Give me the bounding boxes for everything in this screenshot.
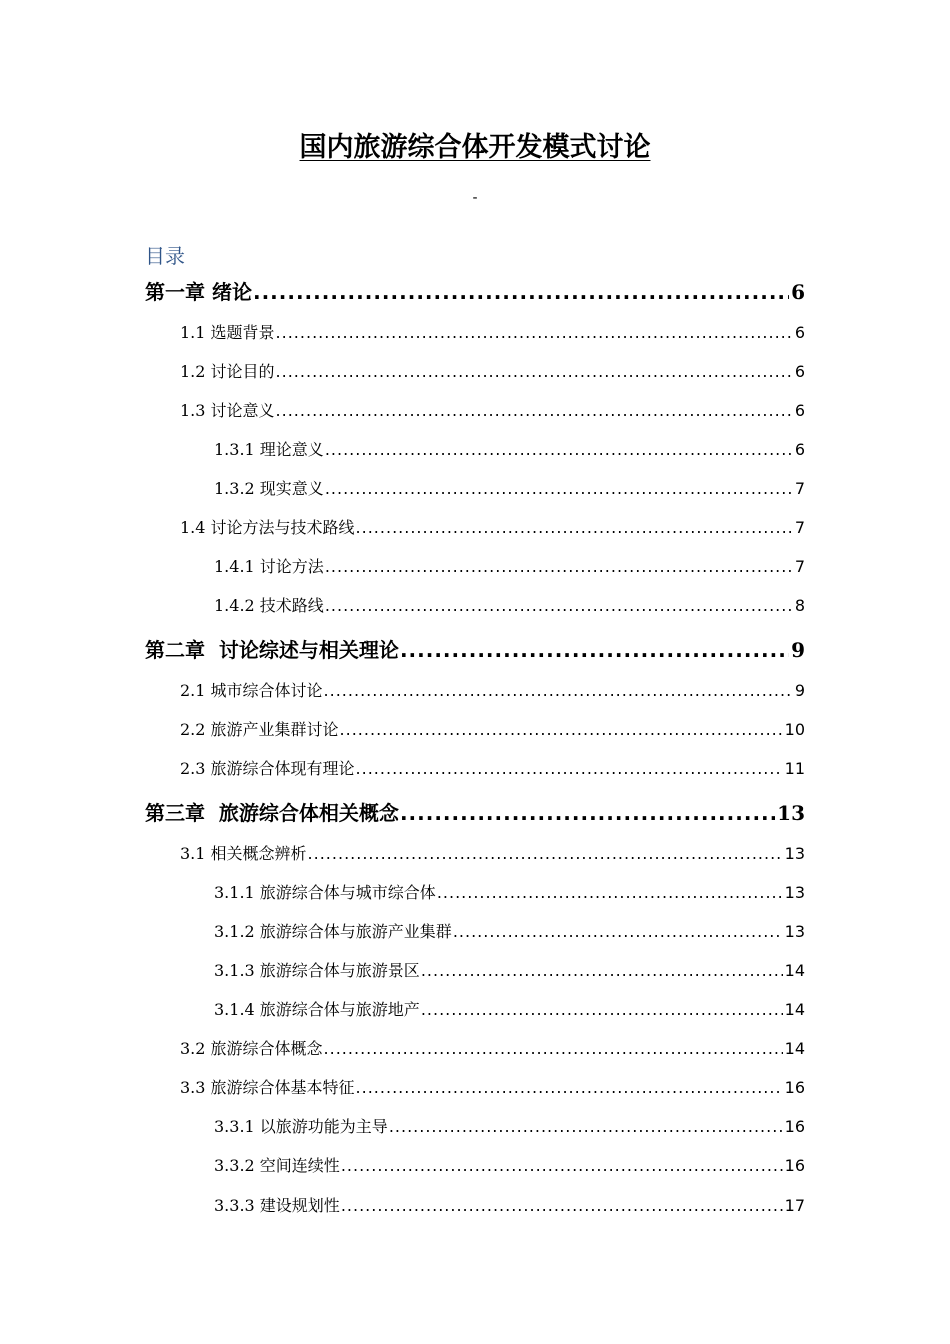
toc-entry[interactable] [214, 1115, 805, 1139]
toc-entry-page-number: 17 [784, 1196, 805, 1215]
toc-dot-leader [356, 1076, 783, 1100]
toc-entry-page-number: 13 [784, 844, 805, 863]
toc-entry-number: 1.3.1 [214, 440, 255, 459]
toc-entry[interactable] [180, 718, 805, 742]
toc-entry-number: 1.1 [180, 323, 206, 342]
toc-dot-leader [325, 594, 793, 618]
toc-entry-page-number: 9 [794, 681, 805, 700]
toc-entry-number: 1.4 [180, 518, 206, 537]
document-title [0, 128, 950, 168]
toc-entry-number: 3.1.3 [214, 961, 255, 980]
toc-dot-leader [276, 360, 793, 384]
toc-entry[interactable] [180, 516, 805, 540]
toc-entry[interactable] [145, 635, 805, 665]
toc-entry-number: 3.1 [180, 844, 206, 863]
toc-entry-number: 3.1.1 [214, 883, 255, 902]
toc-entry-page-number: 7 [794, 479, 805, 498]
toc-entry-page-number: 13 [777, 801, 805, 825]
toc-dot-leader [324, 679, 793, 703]
toc-entry-number: 1.3 [180, 401, 206, 420]
toc-entry-title: 选题背景 [205, 323, 275, 342]
toc-entry-number: 3.2 [180, 1039, 206, 1058]
toc-entry[interactable] [214, 881, 805, 905]
toc-entry-page-number: 6 [794, 362, 805, 381]
toc-entry-page-number: 16 [784, 1156, 805, 1175]
toc-entry[interactable] [214, 959, 805, 983]
toc-entry-number: 2.1 [180, 681, 206, 700]
toc-entry-title: 旅游综合体基本特征 [205, 1078, 355, 1097]
toc-dot-leader [341, 1154, 783, 1178]
toc-entry-page-number: 14 [784, 961, 805, 980]
toc-dot-leader [437, 881, 783, 905]
toc-entry[interactable] [214, 998, 805, 1022]
toc-dot-leader [356, 757, 783, 781]
toc-entry-number: 1.2 [180, 362, 206, 381]
toc-dot-leader [421, 998, 783, 1022]
toc-entry-number: 3.3 [180, 1078, 206, 1097]
toc-entry-page-number: 10 [784, 720, 805, 739]
toc-dot-leader [341, 1194, 783, 1218]
toc-entry-number: 3.1.2 [214, 922, 255, 941]
toc-entry-page-number: 7 [794, 557, 805, 576]
toc-entry-number: 第二章 [145, 638, 205, 662]
toc-entry[interactable] [180, 842, 805, 866]
toc-entry-page-number: 6 [794, 323, 805, 342]
toc-entry[interactable] [180, 1076, 805, 1100]
toc-entry-page-number: 7 [794, 518, 805, 537]
toc-entry-number: 第一章 [145, 280, 205, 304]
toc-entry[interactable] [214, 438, 805, 462]
toc-entry-page-number: 11 [784, 759, 805, 778]
toc-entry[interactable] [180, 1037, 805, 1061]
toc-entry-title: 绪论 [205, 280, 252, 304]
toc-dot-leader [325, 555, 793, 579]
toc-entry-page-number: 14 [784, 1000, 805, 1019]
toc-entry-title: 空间连续性 [254, 1156, 340, 1175]
toc-entry-title: 旅游综合体概念 [205, 1039, 323, 1058]
toc-entry-title: 讨论方法与技术路线 [205, 518, 355, 537]
toc-entry-title: 旅游综合体与旅游地产 [254, 1000, 420, 1019]
document-title-text: 国内旅游综合体开发模式讨论 [299, 132, 651, 163]
toc-dot-leader [400, 635, 789, 665]
toc-heading: 目录 [145, 244, 185, 268]
toc-entry-title: 技术路线 [254, 596, 324, 615]
toc-entry[interactable] [214, 594, 805, 618]
toc-entry-page-number: 6 [791, 280, 805, 304]
toc-entry-title: 讨论方法 [254, 557, 324, 576]
toc-entry[interactable] [180, 321, 805, 345]
document-subtitle: - [472, 190, 478, 206]
toc-entry[interactable] [180, 399, 805, 423]
toc-entry-number: 3.3.1 [214, 1117, 255, 1136]
toc-entry-title: 以旅游功能为主导 [254, 1117, 388, 1136]
toc-dot-leader [421, 959, 783, 983]
toc-dot-leader [389, 1115, 783, 1139]
toc-entry-title: 讨论综述与相关理论 [205, 638, 399, 662]
toc-entry-page-number: 13 [784, 922, 805, 941]
toc-entry-title: 城市综合体讨论 [205, 681, 323, 700]
toc-dot-leader [324, 1037, 783, 1061]
toc-entry-title: 讨论意义 [205, 401, 275, 420]
toc-entry-page-number: 9 [791, 638, 805, 662]
toc-dot-leader [356, 516, 793, 540]
toc-entry-number: 1.3.2 [214, 479, 255, 498]
toc-entry-title: 旅游综合体与城市综合体 [254, 883, 436, 902]
toc-entry-title: 现实意义 [254, 479, 324, 498]
toc-dot-leader [308, 842, 783, 866]
toc-dot-leader [453, 920, 783, 944]
toc-entry-title: 理论意义 [254, 440, 324, 459]
toc-entry[interactable] [214, 555, 805, 579]
toc-entry-title: 讨论目的 [205, 362, 275, 381]
toc-entry[interactable] [145, 277, 805, 307]
toc-entry[interactable] [214, 920, 805, 944]
toc-entry-number: 2.3 [180, 759, 206, 778]
toc-entry-page-number: 16 [784, 1117, 805, 1136]
toc-dot-leader [400, 798, 775, 828]
toc-entry-title: 旅游产业集群讨论 [205, 720, 339, 739]
toc-entry-title: 建设规划性 [254, 1196, 340, 1215]
toc-entry[interactable] [214, 477, 805, 501]
toc-dot-leader [325, 477, 793, 501]
toc-dot-leader [325, 438, 793, 462]
toc-entry-page-number: 8 [794, 596, 805, 615]
toc-entry[interactable] [180, 679, 805, 703]
toc-entry-title: 旅游综合体现有理论 [205, 759, 355, 778]
toc-entry[interactable] [180, 757, 805, 781]
toc-entry[interactable] [180, 360, 805, 384]
toc-entry[interactable] [214, 1194, 805, 1218]
toc-entry-number: 1.4.1 [214, 557, 255, 576]
toc-dot-leader [276, 321, 793, 345]
toc-entry-page-number: 6 [794, 401, 805, 420]
toc-entry-number: 3.1.4 [214, 1000, 255, 1019]
toc-entry-page-number: 13 [784, 883, 805, 902]
toc-dot-leader [276, 399, 793, 423]
toc-entry-number: 3.3.2 [214, 1156, 255, 1175]
toc-entry-number: 1.4.2 [214, 596, 255, 615]
toc-entry-title: 旅游综合体与旅游景区 [254, 961, 420, 980]
toc-entry-number: 第三章 [145, 801, 205, 825]
toc-entry-page-number: 6 [794, 440, 805, 459]
toc-entry-title: 相关概念辨析 [205, 844, 307, 863]
toc-entry-title: 旅游综合体与旅游产业集群 [254, 922, 452, 941]
toc-entry-page-number: 14 [784, 1039, 805, 1058]
toc-dot-leader [253, 277, 789, 307]
toc-entry-number: 2.2 [180, 720, 206, 739]
toc-entry[interactable] [214, 1154, 805, 1178]
toc-entry-page-number: 16 [784, 1078, 805, 1097]
toc-entry-number: 3.3.3 [214, 1196, 255, 1215]
toc-entry-title: 旅游综合体相关概念 [205, 801, 399, 825]
toc-dot-leader [340, 718, 783, 742]
toc-entry[interactable] [145, 798, 805, 828]
